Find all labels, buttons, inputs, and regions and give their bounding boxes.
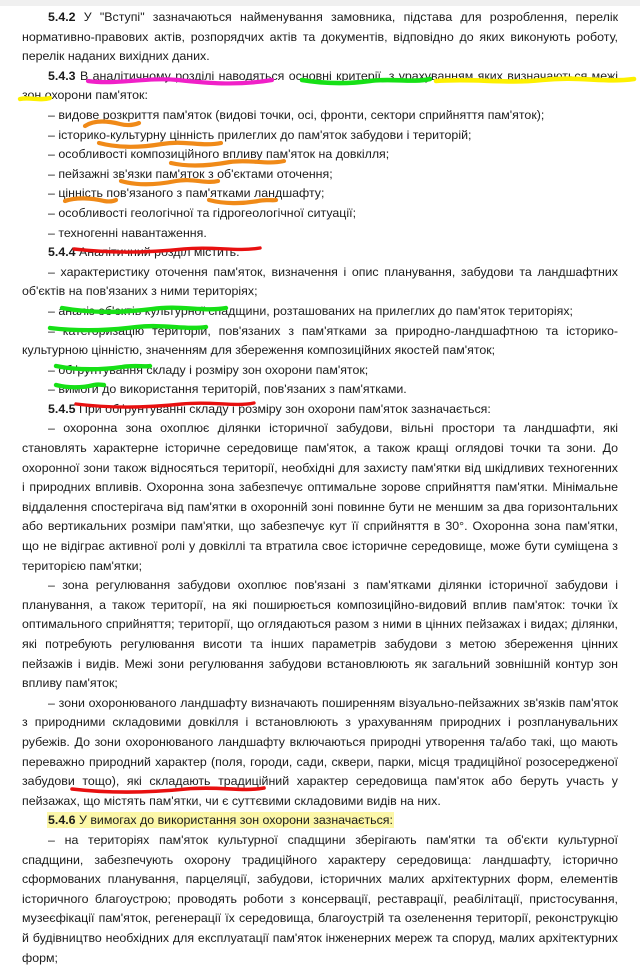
bullet-list-5-4-6 [22,831,618,968]
section-text-5-4-6: У вимогах до використання зон охорони зазначається: [79,813,393,828]
list-item: – охоронна зона охоплює ділянки історичної забудови, вільні простори та ландшафти, які становлять характерне історичне середовище пам'яток, а також кращі оглядові точки та зони. До охоронної зони також відносяться території, необхідні для захисту пам'ятки від шкідливих техногенних і природних впливів. Охоронна зона забезпечує оптимальне зорове сприйняття пам'ятки. Мінімальне віддалення спостерігача від пам'ятки в охоронній зоні повинне бути не меншим за два горизонтальних або вертикальних розміри пам'ятки, що забезпечує кут її сприйняття в 30°. Охоронна зона пам'ятки, що не відіграє активної ролі у довкіллі та втратила своє історичне середовище, може бути суміщена з територією пам'ятки; [22,421,618,573]
section-number-5-4-6: 5.4.6 [48,813,76,828]
section-text-5-4-4: Аналітичний розділ містить: [79,245,240,260]
section-number-5-4-5: 5.4.5 [48,401,76,416]
section-number-5-4-2: 5.4.2 [48,10,76,24]
list-item: – на територіях пам'яток культурної спадщини зберігають пам'ятки та об'єкти культурної спадщини, забезпечують охорону традиційного характеру середовища: ландшафту, історично сформованих планування, парцеляції, забудови, історичних малих архітектурних форм, елементів історичного благоустрою; проводять роботи з консервації, реставрації, реабілітації, пристосування, музеєфікації пам'яток, регенерації їх середовища, благоустрій та озеленення території, реконструкцію й будівництво необхідних для експлуатації пам'яток інженерних мереж та споруд, малих архітектурних форм; [22,832,618,965]
bullet-list-5-4-3 [22,106,618,243]
section-5-4-4 [22,243,618,263]
list-item: – особливості геологічної та гідрогеологічної ситуації; [48,205,357,220]
list-item: – історико-культурну цінність прилеглих до пам'яток забудови і територій; [48,127,472,142]
section-5-4-5 [22,400,618,420]
highlight-5-4-6-heading [48,813,393,827]
bullet-list-5-4-5 [22,419,618,811]
list-item: – обґрунтування складу і розміру зон охорони пам'яток; [48,362,369,377]
section-number-5-4-3: 5.4.3 [48,68,76,83]
list-item: – вимоги до використання територій, пов'язаних з пам'ятками. [48,382,407,397]
list-item: – пейзажні зв'язки пам'яток з об'єктами оточення; [48,166,333,181]
list-item: – техногенні навантаження. [48,225,207,240]
bullet-list-5-4-4 [22,263,618,400]
list-item: – видове розкриття пам'яток (видові точки, осі, фронти, сектори сприйняття пам'яток); [48,107,545,122]
list-item: – зони охоронюваного ландшафту визначають поширенням візуально-пейзажних зв'язків пам'яток з природними складовими довкілля і встановлюють з урахуванням природних і розпланувальних рубежів. До зони охоронюваного ландшафту включаються природні утворення та/або такі, що мають переважно природний характер (поля, городи, сади, сквери, парки, місця традиційної розосередженої забудови тощо), які складають традиційний характер середовища пам'яток або беруть участь у пейзажах, що містять пам'ятки, чи є суттєвими складовими видів на них. [22,695,618,808]
list-item: – категоризацію територій, пов'язаних з пам'ятками за природно-ландшафтною та історико-культурною цінністю, значенням для збереження композиційних якостей пам'яток; [22,323,618,358]
section-text-5-4-3: В аналітичному розділі наводяться основні критерії, з урахуванням яких визначаються межі зон охорони пам'яток: [22,68,618,103]
list-item: – цінність пов'язаного з пам'ятками ландшафту; [48,186,325,201]
section-5-4-3 [22,67,618,106]
list-item: – характеристику оточення пам'яток, визначення і опис планування, забудови та ландшафтних об'єктів на пов'язаних з ними територіях; [22,264,618,299]
section-5-4-6 [22,811,618,831]
section-5-4-2 [22,8,618,67]
document-body [22,8,618,968]
section-text-5-4-2: У "Вступі" зазначаються найменування замовника, підстава для розроблення, перелік нормативно-правових актів, розпорядчих актів та документів, відповідно до яких виконують роботу, перелік наданих вихідних даних. [22,10,618,64]
scan-edge-band [0,0,640,6]
section-number-5-4-4: 5.4.4 [48,245,76,260]
list-item: – аналіз об'єктів культурної спадщини, розташованих на прилеглих до пам'яток територіях; [48,303,574,318]
list-item: – особливості композиційного впливу пам'яток на довкілля; [48,147,390,162]
section-text-5-4-5: При обґрунтуванні складу і розміру зон охорони пам'яток зазначається: [79,401,491,416]
list-item: – зона регулювання забудови охоплює пов'язані з пам'ятками ділянки історичної забудови і планування, а також території, на які поширюється композиційно-видовий вплив пам'яток: точки їх оптимального сприйняття; території, що оглядаються разом з ними в цінних пейзажах і видах; ділянки, які потребують регулювання висоти та інших параметрів забудови з метою збереження цінних пейзажів і видів. Межі зони регулювання забудови встановлюють як загальний зовнішній контур зон впливу пам'яток; [22,578,618,691]
